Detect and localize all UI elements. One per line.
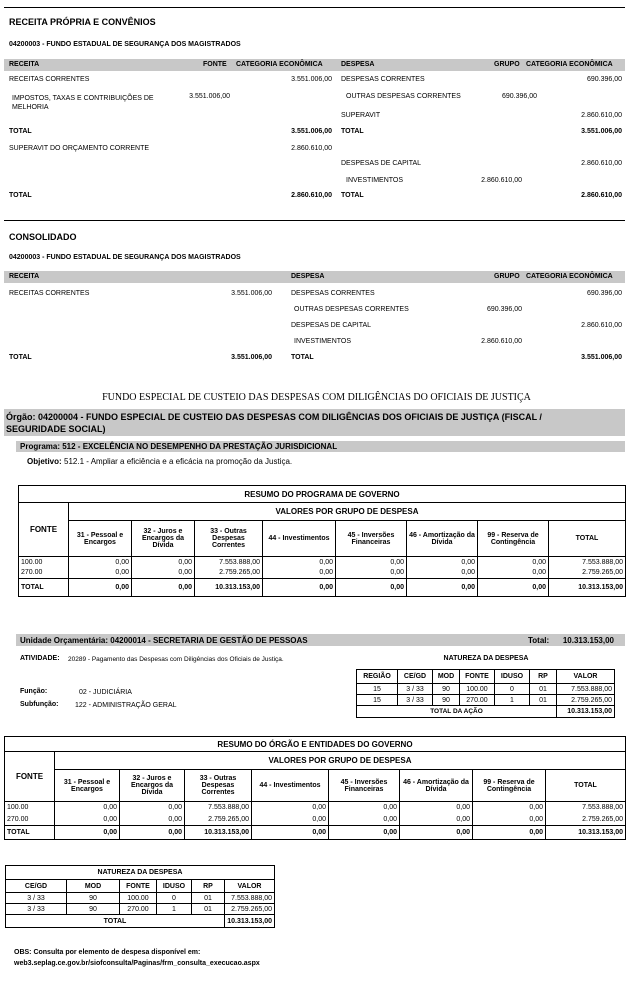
table-subtitle: VALORES POR GRUPO DE DESPESA <box>69 503 626 521</box>
cell: 0,00 <box>263 557 336 568</box>
despesa-value: 690.396,00 <box>586 290 622 297</box>
despesa-row: DESPESAS DE CAPITAL <box>291 322 372 329</box>
header-row <box>357 670 615 684</box>
table-row <box>6 904 275 915</box>
total-value: 3.551.006,00 <box>231 354 272 361</box>
cell: 1 <box>495 695 530 706</box>
cell: 01 <box>530 684 557 695</box>
cell: 100.00 <box>120 893 157 904</box>
total-label: TOTAL <box>9 128 32 135</box>
objetivo-text: 512.1 - Ampliar a eficiência e a eficácia na promoção da Justiça. <box>64 457 293 466</box>
cell: 270.00 <box>460 695 495 706</box>
col-header: FONTE <box>460 670 495 684</box>
receita-value: 3.551.006,00 <box>189 93 230 100</box>
receita-row: RECEITAS CORRENTES <box>9 76 90 83</box>
col-header: MOD <box>67 880 120 893</box>
hdr-receita: RECEITA <box>9 273 40 280</box>
programa-label: Programa: 512 - EXCELÊNCIA NO DESEMPENHO DA PRESTAÇÃO JURISDICIONAL <box>20 442 338 451</box>
receita-row: SUPERAVIT DO ORÇAMENTO CORRENTE <box>9 145 150 152</box>
cell: 0,00 <box>336 579 407 597</box>
cell: 0,00 <box>336 557 407 568</box>
cell: 2.759.265,00 <box>185 814 252 826</box>
col-header: 33 - Outras Despesas Correntes <box>195 521 263 557</box>
unidade-total-value: 10.313.153,00 <box>562 636 614 645</box>
cell: 2.759.265,00 <box>546 814 626 826</box>
col-header: 45 - Inversões Financeiras <box>329 770 400 802</box>
cell: 0,00 <box>132 557 195 568</box>
org-label: 04200003 - FUNDO ESTADUAL DE SEGURANÇA DOS MAGISTRADOS <box>9 254 241 261</box>
unidade-label: Unidade Orçamentária: 04200014 - SECRETARIA DE GESTÃO DE PESSOAS <box>20 636 308 645</box>
despesa-value: 2.860.610,00 <box>481 177 522 184</box>
cell: 10.313.153,00 <box>185 826 252 840</box>
table-total-row <box>19 579 626 597</box>
cell: 3 / 33 <box>6 904 67 915</box>
cell: 0,00 <box>478 568 549 579</box>
col-fonte: FONTE <box>19 503 69 557</box>
cell: 0,00 <box>69 568 132 579</box>
obs-line1: OBS: Consulta por elemento de despesa disponível em: <box>14 949 201 956</box>
despesa-row: INVESTIMENTOS <box>346 177 404 184</box>
atividade-text: 20289 - Pagamento das Despesas com Diligências dos Oficiais de Justiça. <box>68 656 284 663</box>
cell: 1 <box>157 904 192 915</box>
natureza-title: NATUREZA DA DESPESA <box>443 655 529 662</box>
hdr-receita: RECEITA <box>9 61 40 68</box>
cell: 2.759.265,00 <box>195 568 263 579</box>
cell: 10.313.153,00 <box>546 826 626 840</box>
total-label: TOTAL <box>341 192 364 199</box>
cell: 0,00 <box>473 814 546 826</box>
header-row <box>6 880 275 893</box>
col-header: TOTAL <box>549 521 626 557</box>
total-value: 3.551.006,00 <box>581 354 622 361</box>
cell: 3 / 33 <box>6 893 67 904</box>
fund-heading: FUNDO ESPECIAL DE CUSTEIO DAS DESPESAS COM DILIGÊNCIAS DO OFICIAIS DE JUSTIÇA <box>102 392 531 403</box>
cell: 15 <box>357 684 398 695</box>
despesa-value: 690.396,00 <box>486 306 522 313</box>
cell: 3 / 33 <box>398 684 433 695</box>
col-header: RP <box>192 880 225 893</box>
receita-value: 3.551.006,00 <box>231 290 272 297</box>
col-header: FONTE <box>120 880 157 893</box>
funcao-text: 02 - JUDICIÁRIA <box>79 689 132 696</box>
total-value: 2.860.610,00 <box>291 192 332 199</box>
despesa-value: 690.396,00 <box>586 76 622 83</box>
cell: 10.313.153,00 <box>225 915 275 928</box>
cell: 7.553.888,00 <box>557 684 615 695</box>
section-rule <box>4 220 625 221</box>
despesa-value: 2.860.610,00 <box>581 160 622 167</box>
cell: 0,00 <box>407 557 478 568</box>
org-label: 04200003 - FUNDO ESTADUAL DE SEGURANÇA DOS MAGISTRADOS <box>9 41 241 48</box>
receita-row: IMPOSTOS, TAXAS E CONTRIBUIÇÕES DE MELHORIA <box>12 95 154 111</box>
cell: 01 <box>192 904 225 915</box>
col-header: IDUSO <box>157 880 192 893</box>
despesa-row: DESPESAS DE CAPITAL <box>341 160 422 167</box>
table-row <box>5 814 626 826</box>
hdr-fonte: FONTE <box>203 61 227 68</box>
col-header: 31 - Pessoal e Encargos <box>69 521 132 557</box>
table-total-row <box>5 826 626 840</box>
col-header: 44 - Investimentos <box>263 521 336 557</box>
table-row <box>5 802 626 814</box>
despesa-row: INVESTIMENTOS <box>294 338 352 345</box>
cell: 0,00 <box>329 802 400 814</box>
despesa-value: 2.860.610,00 <box>581 112 622 119</box>
cell: 0,00 <box>407 568 478 579</box>
cell: 0,00 <box>478 579 549 597</box>
cell-fonte: TOTAL <box>19 579 69 597</box>
top-rule <box>4 7 625 8</box>
cell: TOTAL <box>6 915 225 928</box>
col-header: REGIÃO <box>357 670 398 684</box>
header-row <box>19 521 626 557</box>
cell: 01 <box>530 695 557 706</box>
receita-row: RECEITAS CORRENTES <box>9 290 90 297</box>
cell: 0,00 <box>120 826 185 840</box>
despesa-value: 2.860.610,00 <box>581 322 622 329</box>
orgao-label: Órgão: 04200004 - FUNDO ESPECIAL DE CUSTEIO DAS DESPESAS COM DILIGÊNCIAS DOS OFICIAIS DE JUSTIÇA (FISCAL / SEGURIDADE SOCIAL) <box>6 412 542 434</box>
cell: 15 <box>357 695 398 706</box>
unidade-total-label: Total: <box>528 636 550 645</box>
col-header: CE/GD <box>6 880 67 893</box>
col-header: 44 - Investimentos <box>252 770 329 802</box>
hdr-categoria: CATEGORIA ECONÔMICA <box>236 61 323 68</box>
total-value: 2.860.610,00 <box>581 192 622 199</box>
natureza-final-table <box>5 865 275 928</box>
total-label: TOTAL <box>291 354 314 361</box>
table-title: RESUMO DO ÓRGÃO E ENTIDADES DO GOVERNO <box>5 737 626 752</box>
cell-fonte: 270.00 <box>5 814 55 826</box>
hdr-grupo: GRUPO <box>494 273 520 280</box>
total-value: 3.551.006,00 <box>291 128 332 135</box>
col-header: RP <box>530 670 557 684</box>
col-header: 32 - Juros e Encargos da Dívida <box>132 521 195 557</box>
cell: 0,00 <box>336 568 407 579</box>
cell: 270.00 <box>120 904 157 915</box>
atividade-label: ATIVIDADE: <box>20 655 60 662</box>
col-header: VALOR <box>225 880 275 893</box>
cell: 0,00 <box>252 826 329 840</box>
cell: 0 <box>495 684 530 695</box>
cell: 01 <box>192 893 225 904</box>
resumo-programa-table <box>18 485 626 597</box>
cell: 3 / 33 <box>398 695 433 706</box>
col-header: 33 - Outras Despesas Correntes <box>185 770 252 802</box>
total-label: TOTAL <box>9 354 32 361</box>
cell: 0,00 <box>69 557 132 568</box>
cell: 0,00 <box>132 579 195 597</box>
cell: 7.553.888,00 <box>546 802 626 814</box>
table-row <box>357 684 615 695</box>
col-header: IDUSO <box>495 670 530 684</box>
cell: 2.759.265,00 <box>225 904 275 915</box>
table-total-row <box>6 915 275 928</box>
cell-fonte: 270.00 <box>19 568 69 579</box>
table-row <box>19 557 626 568</box>
cell: 0,00 <box>69 579 132 597</box>
total-value: 3.551.006,00 <box>581 128 622 135</box>
col-header: CE/GD <box>398 670 433 684</box>
col-header: MOD <box>433 670 460 684</box>
cell: 0,00 <box>55 826 120 840</box>
table-subtitle: VALORES POR GRUPO DE DESPESA <box>55 752 626 770</box>
table-title: RESUMO DO PROGRAMA DE GOVERNO <box>19 486 626 503</box>
hdr-grupo: GRUPO <box>494 61 520 68</box>
total-label: TOTAL <box>9 192 32 199</box>
cell: 0,00 <box>407 579 478 597</box>
cell: 10.313.153,00 <box>195 579 263 597</box>
cell: TOTAL DA AÇÃO <box>357 706 557 718</box>
hdr-despesa: DESPESA <box>341 61 375 68</box>
cell: 0,00 <box>120 814 185 826</box>
cell: 0,00 <box>400 802 473 814</box>
cell: 90 <box>433 695 460 706</box>
cell: 10.313.153,00 <box>557 706 615 718</box>
cell: 0,00 <box>400 826 473 840</box>
hdr-despesa: DESPESA <box>291 273 325 280</box>
cell: 0 <box>157 893 192 904</box>
obs-line2: web3.seplag.ce.gov.br/siofconsulta/Paginas/frm_consulta_execucao.aspx <box>14 960 260 967</box>
despesa-value: 690.396,00 <box>501 93 537 100</box>
cell: 7.553.888,00 <box>185 802 252 814</box>
cell: 90 <box>67 904 120 915</box>
receita-value: 2.860.610,00 <box>291 145 332 152</box>
despesa-value: 2.860.610,00 <box>481 338 522 345</box>
natureza-table <box>356 669 615 718</box>
cell: 10.313.153,00 <box>549 579 626 597</box>
despesa-row: OUTRAS DESPESAS CORRENTES <box>294 306 409 313</box>
table-row <box>357 695 615 706</box>
cell: 100.00 <box>460 684 495 695</box>
table-title: NATUREZA DA DESPESA <box>6 866 275 880</box>
cell: 0,00 <box>252 814 329 826</box>
table-row <box>19 568 626 579</box>
cell: 2.759.265,00 <box>557 695 615 706</box>
cell: 0,00 <box>55 814 120 826</box>
col-header: 45 - Inversões Financeiras <box>336 521 407 557</box>
objetivo-label: Objetivo: <box>27 457 62 466</box>
table-row <box>6 893 275 904</box>
cell-fonte: 100.00 <box>19 557 69 568</box>
cell-fonte: 100.00 <box>5 802 55 814</box>
cell: 90 <box>433 684 460 695</box>
receita-value: 3.551.006,00 <box>291 76 332 83</box>
cell: 0,00 <box>55 802 120 814</box>
cell: 0,00 <box>473 802 546 814</box>
cell: 0,00 <box>478 557 549 568</box>
col-header: 46 - Amortização da Dívida <box>400 770 473 802</box>
subfuncao-text: 122 - ADMINISTRAÇÃO GERAL <box>75 702 177 709</box>
cell: 90 <box>67 893 120 904</box>
despesa-row: OUTRAS DESPESAS CORRENTES <box>346 93 461 100</box>
section-title-receita-propria: RECEITA PRÓPRIA E CONVÊNIOS <box>9 17 156 27</box>
cell: 0,00 <box>329 814 400 826</box>
cell: 0,00 <box>473 826 546 840</box>
total-label: TOTAL <box>341 128 364 135</box>
col-header: 99 - Reserva de Contingência <box>473 770 546 802</box>
cell: 7.553.888,00 <box>549 557 626 568</box>
col-fonte: FONTE <box>5 752 55 802</box>
cell: 0,00 <box>132 568 195 579</box>
col-header: 31 - Pessoal e Encargos <box>55 770 120 802</box>
despesa-row: DESPESAS CORRENTES <box>291 290 375 297</box>
table-total-row <box>357 706 615 718</box>
cell: 0,00 <box>120 802 185 814</box>
resumo-orgao-table <box>4 736 626 840</box>
cell: 0,00 <box>252 802 329 814</box>
hdr-categoria-2: CATEGORIA ECONÔMICA <box>526 61 613 68</box>
cell: 7.553.888,00 <box>225 893 275 904</box>
cell: 2.759.265,00 <box>549 568 626 579</box>
cell: 7.553.888,00 <box>195 557 263 568</box>
header-row <box>5 770 626 802</box>
col-header: VALOR <box>557 670 615 684</box>
despesa-row: SUPERAVIT <box>341 112 381 119</box>
cell: 0,00 <box>263 579 336 597</box>
section-title-consolidado: CONSOLIDADO <box>9 232 77 242</box>
funcao-label: Função: <box>20 688 48 695</box>
cell: 0,00 <box>263 568 336 579</box>
cell: 0,00 <box>329 826 400 840</box>
col-header: 99 - Reserva de Contingência <box>478 521 549 557</box>
col-header: TOTAL <box>546 770 626 802</box>
subfuncao-label: Subfunção: <box>20 701 59 708</box>
col-header: 46 - Amortização da Dívida <box>407 521 478 557</box>
hdr-categoria: CATEGORIA ECONÔMICA <box>526 273 613 280</box>
cell-fonte: TOTAL <box>5 826 55 840</box>
col-header: 32 - Juros e Encargos da Dívida <box>120 770 185 802</box>
despesa-row: DESPESAS CORRENTES <box>341 76 425 83</box>
cell: 0,00 <box>400 814 473 826</box>
